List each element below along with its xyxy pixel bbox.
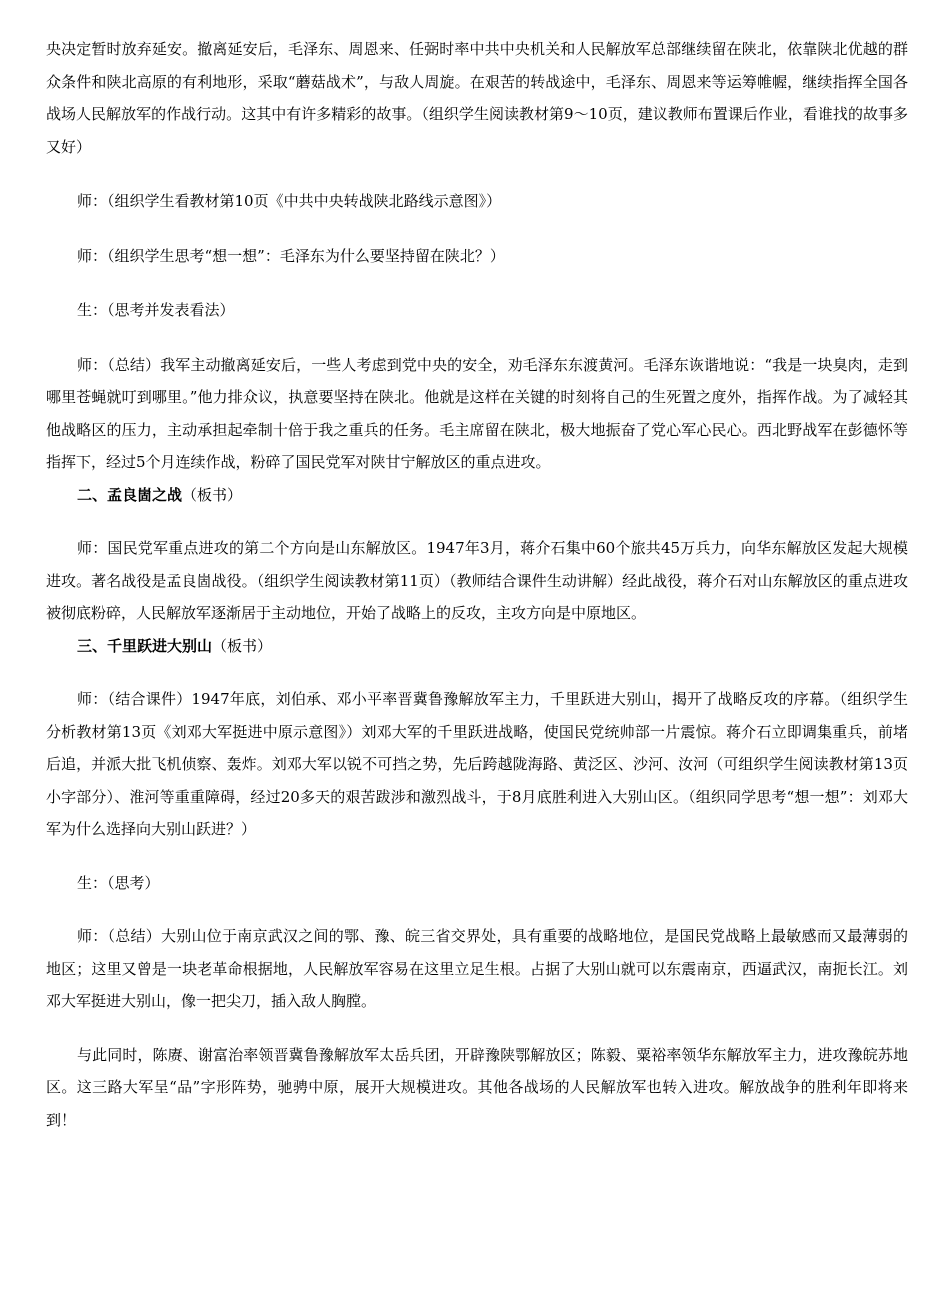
section-heading-note: （板书）: [182, 485, 243, 504]
paragraph-student-think: 生：（思考并发表看法）: [77, 301, 235, 319]
section-heading-title: 三、千里跃进大别山: [77, 636, 213, 655]
paragraph-teacher-summary-2: 师：（总结）大别山位于南京武汉之间的鄂、豫、皖三省交界处，具有重要的战略地位，是国民党战略上最敏感而又最薄弱的地区；这里又曾是一块老革命根据地，人民解放军容易在这里立足生根。占据了大别山就可以东震南京，西逼武汉，南扼长江。刘邓大军挺进大别山，像一把尖刀，插入敌人胸膛。: [46, 927, 908, 1010]
paragraph-three-armies: 与此同时，陈赓、谢富治率领晋冀鲁豫解放军太岳兵团，开辟豫陕鄂解放区；陈毅、粟裕率领华东解放军主力，进攻豫皖苏地区。这三路大军呈“品”字形阵势，驰骋中原，展开大规模进攻。其他各战场的人民解放军也转入进攻。解放战争的胜利年即将来到！: [46, 1045, 908, 1129]
section-heading-dabieshan: [46, 630, 908, 663]
paragraph-shaanbei-withdrawal: 央决定暂时放弃延安。撤离延安后，毛泽东、周恩来、任弼时率中共中央机关和人民解放军总部继续留在陕北，依靠陕北优越的群众条件和陕北高原的有利地形，采取“蘑菇战术”，与敌人周旋。在艰苦的转战途中，毛泽东、周恩来等运筹帷幄，继续指挥全国各战场人民解放军的作战行动。这其中有许多精彩的故事。（组织学生阅读教材第9～10页，建议教师布置课后作业，看谁找的故事多又好）: [46, 40, 908, 156]
paragraph-menglianggu: 师：国民党军重点进攻的第二个方向是山东解放区。1947年3月，蒋介石集中60个旅共45万兵力，向华东解放区发起大规模进攻。著名战役是孟良崮战役。（组织学生阅读教材第11页）（教师结合课件生动讲解）经此战役，蒋介石对山东解放区的重点进攻被彻底粉碎，人民解放军逐渐居于主动地位，开始了战略上的反攻，主攻方向是中原地区。: [46, 539, 908, 622]
paragraph-teacher-question: 师：（组织学生思考“想一想”：毛泽东为什么要坚持留在陕北？）: [77, 246, 505, 265]
paragraph-student-think-2: 生：（思考）: [77, 873, 160, 892]
section-heading-note: （板书）: [212, 636, 273, 655]
paragraph-teacher-summary-1: 师：（总结）我军主动撤离延安后，一些人考虑到党中央的安全，劝毛泽东东渡黄河。毛泽东诙谐地说：“我是一块臭肉，走到哪里苍蝇就叮到哪里。”他力排众议，执意要坚持在陕北。他就是这样在关键的时刻将自己的生死置之度外，指挥作战。为了减轻其他战略区的压力，主动承担起牵制十倍于我之重兵的任务。毛主席留在陕北，极大地振奋了党心军心民心。西北野战军在彭德怀等指挥下，经过5个月连续作战，粉碎了国民党军对陕甘宁解放区的重点进攻。: [46, 355, 908, 471]
section-heading-title: 二、孟良崮之战: [77, 485, 183, 504]
paragraph-dabieshan: 师：（结合课件）1947年底，刘伯承、邓小平率晋冀鲁豫解放军主力，千里跃进大别山，揭开了战略反攻的序幕。（组织学生分析教材第13页《刘邓大军挺进中原示意图》）刘邓大军的千里跃进战略，使国民党统帅部一片震惊。蒋介石立即调集重兵，前堵后追，并派大批飞机侦察、轰炸。刘邓大军以锐不可挡之势，先后跨越陇海路、黄泛区、沙河、汝河（可组织学生阅读教材第13页小字部分）、淮河等重重障碍，经过20多天的艰苦跋涉和激烈战斗，于8月底胜利进入大别山区。（组织同学思考“想一想”：刘邓大军为什么选择向大别山跃进？）: [46, 690, 908, 838]
paragraph-teacher-map: 师：（组织学生看教材第10页《中共中央转战陕北路线示意图》）: [77, 192, 502, 210]
section-heading-menglianggu: [46, 479, 908, 512]
document-body: [46, 33, 908, 1136]
